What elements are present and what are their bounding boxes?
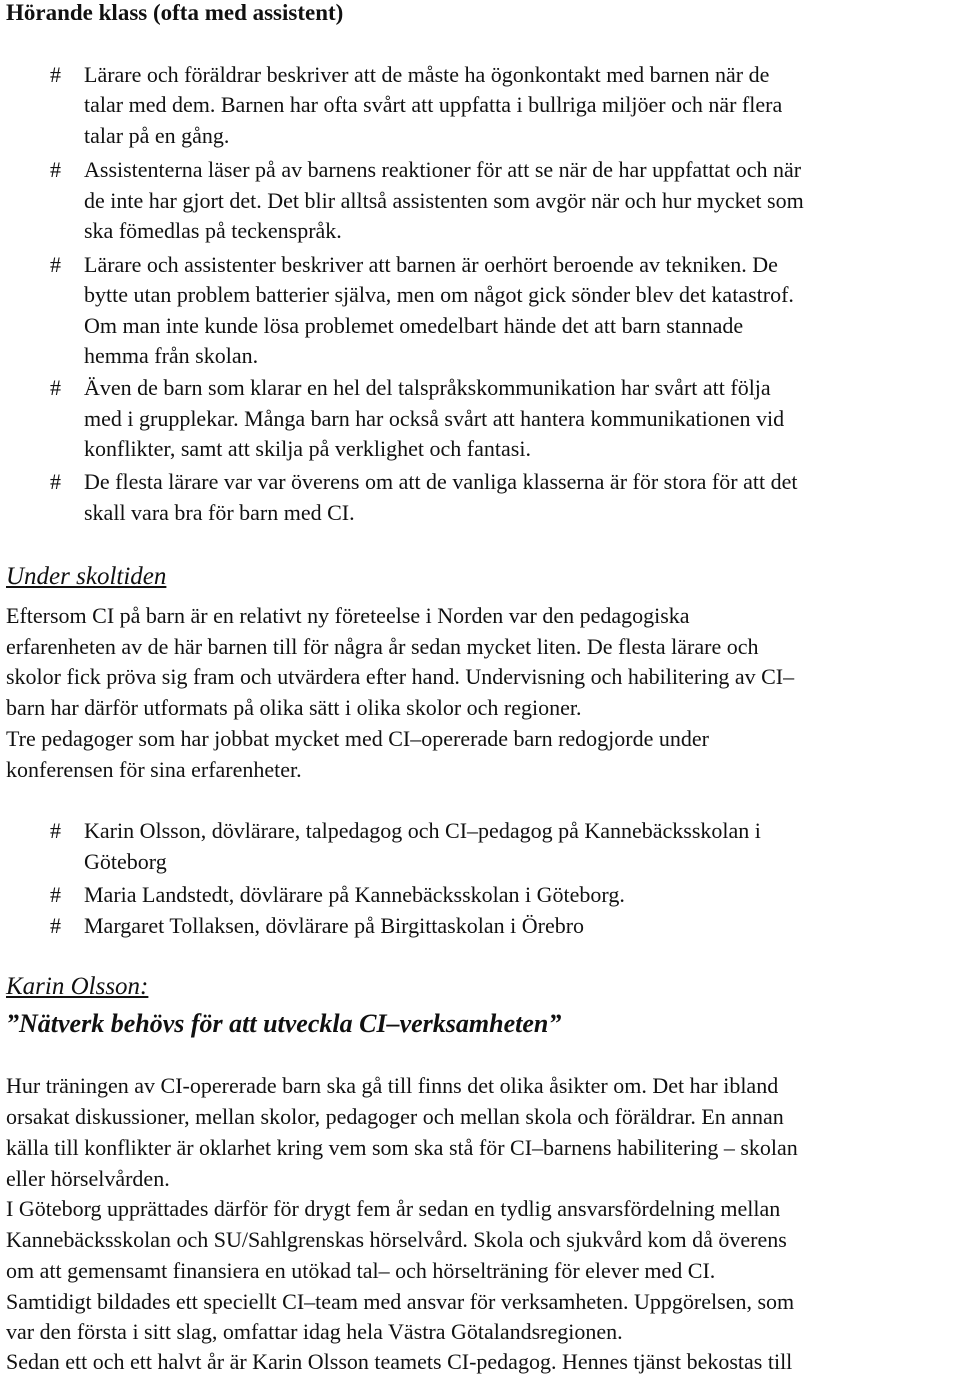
section-heading-under-skoltiden: Under skoltiden	[6, 563, 167, 590]
list-item-line: konflikter, samt att skilja på verklighet och fantasi.	[84, 436, 531, 461]
bullet-marker: #	[50, 882, 61, 907]
paragraph-line: Tre pedagoger som har jobbat mycket med CI–opererade barn redogjorde under	[6, 726, 709, 751]
paragraph-line: orsakat diskussioner, mellan skolor, pedagoger och mellan skola och föräldrar. En annan	[6, 1104, 784, 1129]
list-item-line: talar med dem. Barnen har ofta svårt att uppfatta i bullriga miljöer och när flera	[84, 92, 783, 117]
bullet-marker: #	[50, 62, 61, 87]
bullet-marker: #	[50, 913, 61, 938]
paragraph-line: Kannebäcksskolan och SU/Sahlgrenskas hörselvård. Skola och sjukvård kom då överens	[6, 1227, 787, 1252]
bullet-marker: #	[50, 252, 61, 277]
paragraph-line: Hur träningen av CI-opererade barn ska gå till finns det olika åsikter om. Det har ibland	[6, 1073, 779, 1098]
paragraph-line: källa till konflikter är oklarhet kring vem som ska stå för CI–barnens habilitering – skolan	[6, 1135, 798, 1160]
list-item-line: talar på en gång.	[84, 123, 230, 148]
list-item-line: Maria Landstedt, dövlärare på Kannebäcksskolan i Göteborg.	[84, 882, 625, 907]
bullet-marker: #	[50, 157, 61, 182]
list-item-line: bytte utan problem batterier själva, men om något gick sönder blev det katastrof.	[84, 282, 794, 307]
paragraph-line: eller hörselvården.	[6, 1166, 170, 1191]
paragraph-line: barn har därför utformats på olika sätt i olika skolor och regioner.	[6, 695, 582, 720]
bullet-marker: #	[50, 375, 61, 400]
list-item-line: Assistenterna läser på av barnens reaktioner för att se när de har uppfattat och när	[84, 157, 802, 182]
paragraph-line: konferensen för sina erfarenheter.	[6, 757, 302, 782]
list-item-line: hemma från skolan.	[84, 343, 259, 368]
list-item-line: Karin Olsson, dövlärare, talpedagog och CI–pedagog på Kannebäcksskolan i	[84, 818, 761, 843]
list-item-line: Göteborg	[84, 849, 167, 874]
list-item-line: de inte har gjort det. Det blir alltså assistenten som avgör när och hur mycket som	[84, 188, 804, 213]
paragraph-line: Eftersom CI på barn är en relativt ny företeelse i Norden var den pedagogiska	[6, 603, 690, 628]
bullet-marker: #	[50, 469, 61, 494]
paragraph-line: Sedan ett och ett halvt år är Karin Olsson teamets CI-pedagog. Hennes tjänst bekostas till	[6, 1349, 793, 1374]
section-heading-horande-klass: Hörande klass (ofta med assistent)	[6, 0, 344, 25]
paragraph-line: var den första i sitt slag, omfattar idag hela Västra Götalandsregionen.	[6, 1319, 623, 1344]
list-item-line: Lärare och assistenter beskriver att barnen är oerhört beroende av tekniken. De	[84, 252, 778, 277]
section-heading-karin-olsson: Karin Olsson:	[6, 973, 149, 1000]
article-subheading: ”Nätverk behövs för att utveckla CI–verksamheten”	[6, 1009, 562, 1038]
paragraph-line: skolor fick pröva sig fram och utvärdera efter hand. Undervisning och habilitering av CI–	[6, 664, 795, 689]
list-item-line: Även de barn som klarar en hel del talspråkskommunikation har svårt att följa	[84, 375, 771, 400]
list-item-line: Lärare och föräldrar beskriver att de måste ha ögonkontakt med barnen när de	[84, 62, 770, 87]
bullet-marker: #	[50, 818, 61, 843]
paragraph-line: erfarenheten av de här barnen till för några år sedan mycket liten. De flesta lärare och	[6, 634, 759, 659]
list-item-line: De flesta lärare var var överens om att de vanliga klasserna är för stora för att det	[84, 469, 798, 494]
paragraph-line: Samtidigt bildades ett speciellt CI–team med ansvar för verksamheten. Uppgörelsen, som	[6, 1289, 795, 1314]
paragraph-line: om att gemensamt finansiera en utökad tal– och hörselträning för elever med CI.	[6, 1258, 716, 1283]
list-item-line: Margaret Tollaksen, dövlärare på Birgittaskolan i Örebro	[84, 913, 585, 938]
list-item-line: med i grupplekar. Många barn har också svårt att hantera kommunikationen vid	[84, 406, 785, 431]
paragraph-line: I Göteborg upprättades därför för drygt fem år sedan en tydlig ansvarsfördelning mellan	[6, 1196, 781, 1221]
list-item-line: ska fömedlas på teckenspråk.	[84, 218, 342, 243]
list-item-line: Om man inte kunde lösa problemet omedelbart hände det att barn stannade	[84, 313, 744, 338]
list-item-line: skall vara bra för barn med CI.	[84, 500, 355, 525]
